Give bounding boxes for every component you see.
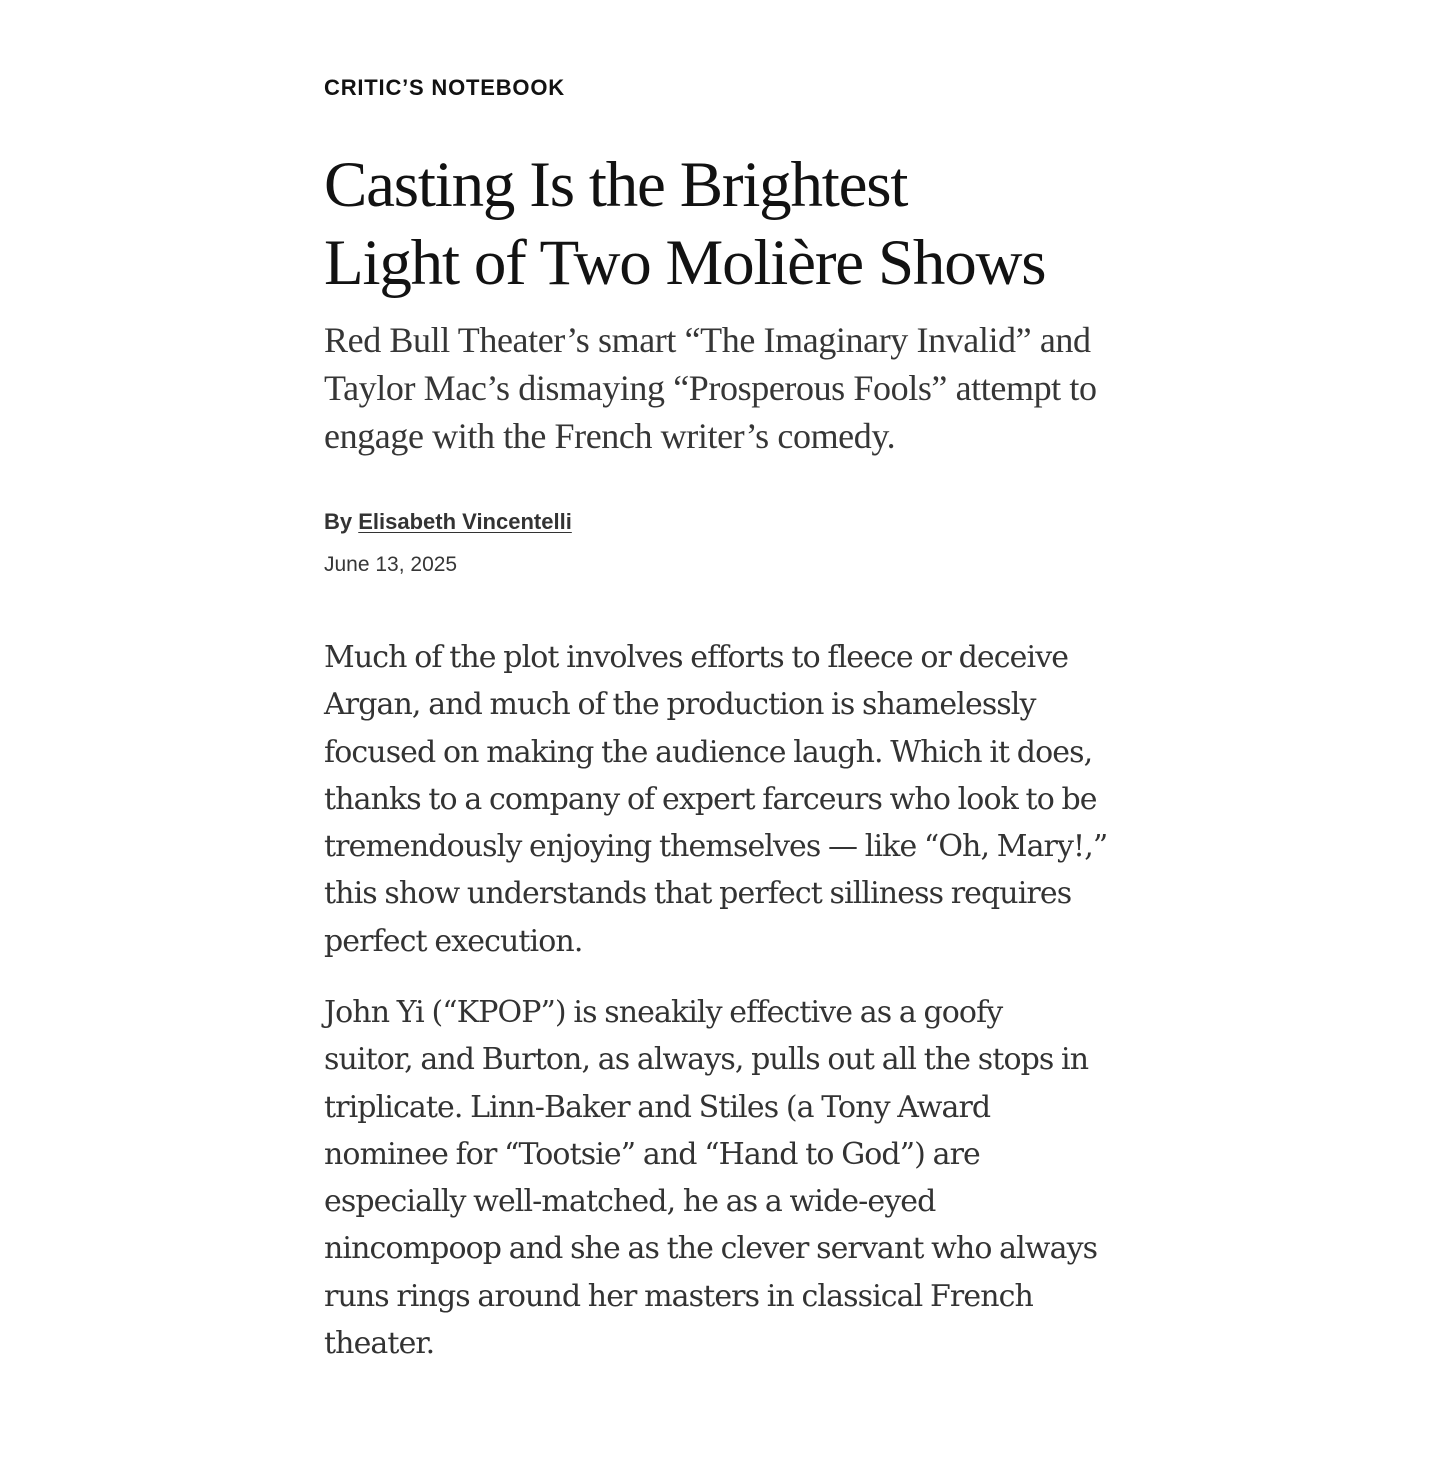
summary-line: Red Bull Theater’s smart “The Imaginary Invalid” and <box>324 320 1091 360</box>
paragraph-line: focused on making the audience laugh. Which it does, <box>324 734 1093 770</box>
author-link[interactable]: Elisabeth Vincentelli <box>358 509 572 534</box>
headline-line: Light of Two Molière Shows <box>324 227 1046 299</box>
body-paragraph <box>324 634 1224 965</box>
paragraph-line: thanks to a company of expert farceurs who look to be <box>324 781 1097 817</box>
paragraph-line: Much of the plot involves efforts to fleece or deceive <box>324 640 1069 675</box>
paragraph-line: this show understands that perfect silliness requires <box>324 876 1072 912</box>
paragraph-line: Argan, and much of the production is shamelessly <box>324 687 1036 723</box>
paragraph-line: runs rings around her masters in classical French <box>324 1278 1033 1314</box>
paragraph-line: nominee for “Tootsie” and “Hand to God”) are <box>324 1136 980 1172</box>
paragraph-line: triplicate. Linn-Baker and Stiles (a Tony Award <box>324 1089 991 1125</box>
headline-line: Casting Is the Brightest <box>324 149 908 221</box>
summary-line: engage with the French writer’s comedy. <box>324 416 896 456</box>
paragraph-line: John Yi (“KPOP”) is sneakily effective as a goofy <box>324 995 1003 1030</box>
headline <box>324 146 1184 302</box>
byline <box>324 508 572 536</box>
paragraph-line: tremendously enjoying themselves — like “Oh, Mary!,” <box>324 829 1108 865</box>
summary <box>324 316 1204 460</box>
paragraph-line: nincompoop and she as the clever servant who always <box>324 1231 1098 1267</box>
paragraph-line: suitor, and Burton, as always, pulls out all the stops in <box>324 1042 1089 1078</box>
body-paragraph <box>324 989 1224 1367</box>
byline-prefix: By <box>324 509 359 534</box>
paragraph-line: perfect execution. <box>324 923 583 959</box>
publish-date: June 13, 2025 <box>324 553 458 576</box>
summary-line: Taylor Mac’s dismaying “Prosperous Fools” attempt to <box>324 368 1097 408</box>
section-kicker: CRITIC’S NOTEBOOK <box>324 75 565 100</box>
paragraph-line: especially well-matched, he as a wide-eyed <box>324 1184 936 1220</box>
paragraph-line: theater. <box>324 1326 435 1362</box>
